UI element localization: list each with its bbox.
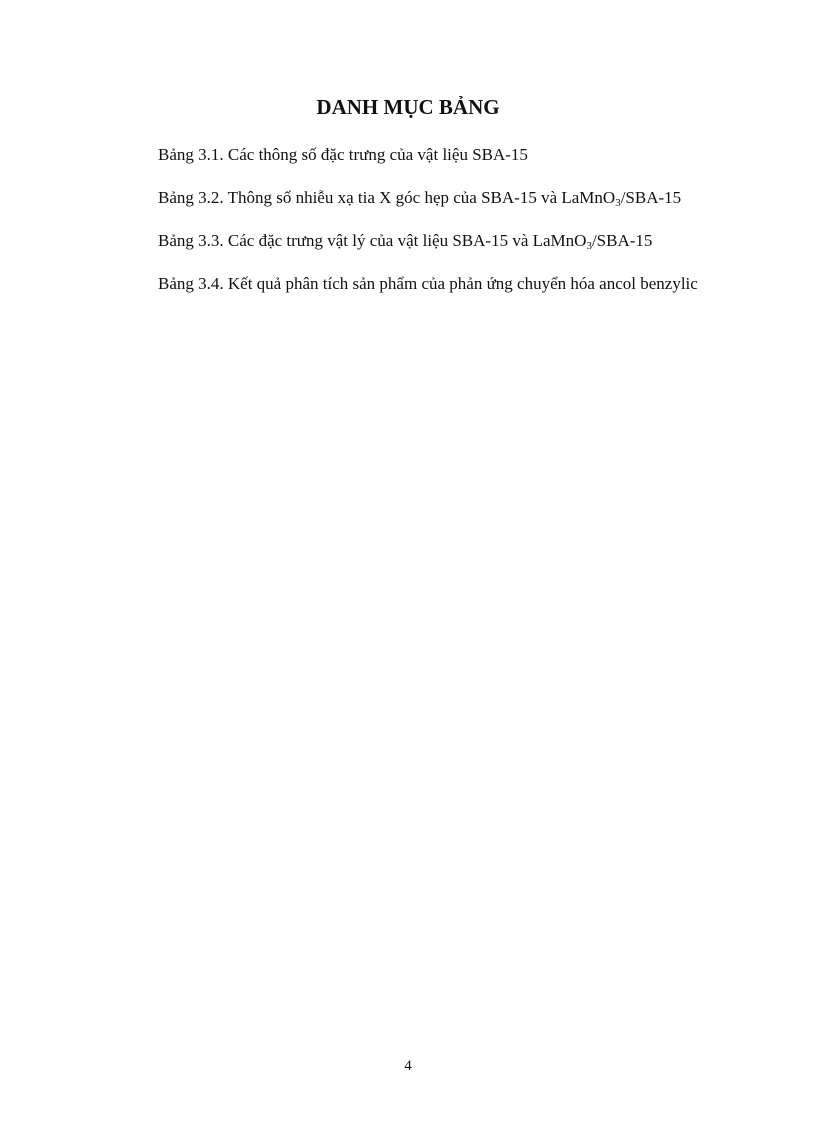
table-entry-text: Bảng 3.3. Các đặc trưng vật lý của vật liệu SBA-15 và LaMnO — [158, 231, 587, 250]
subscript: 3 — [615, 197, 621, 209]
table-entry-3-4 — [158, 267, 710, 300]
table-entry-3-1 — [158, 138, 710, 171]
table-entry-3-2 — [158, 181, 710, 214]
table-list — [158, 138, 710, 310]
page-title: DANH MỤC BẢNG — [316, 95, 500, 119]
subscript: 3 — [586, 240, 592, 252]
table-entry-text: Bảng 3.1. Các thông số đặc trưng của vật liệu SBA-15 — [158, 145, 528, 164]
page-number: 4 — [404, 1058, 412, 1074]
table-entry-text-suffix: /SBA-15 — [591, 231, 653, 250]
table-entry-text: Bảng 3.2. Thông số nhiễu xạ tia X góc hẹp của SBA-15 và LaMnO — [158, 188, 616, 207]
table-entry-text-suffix: /SBA-15 — [620, 188, 682, 207]
table-entry-3-3 — [158, 224, 710, 257]
table-entry-text: Bảng 3.4. Kết quả phân tích sản phẩm của phản ứng chuyển hóa ancol benzylic — [158, 274, 698, 293]
